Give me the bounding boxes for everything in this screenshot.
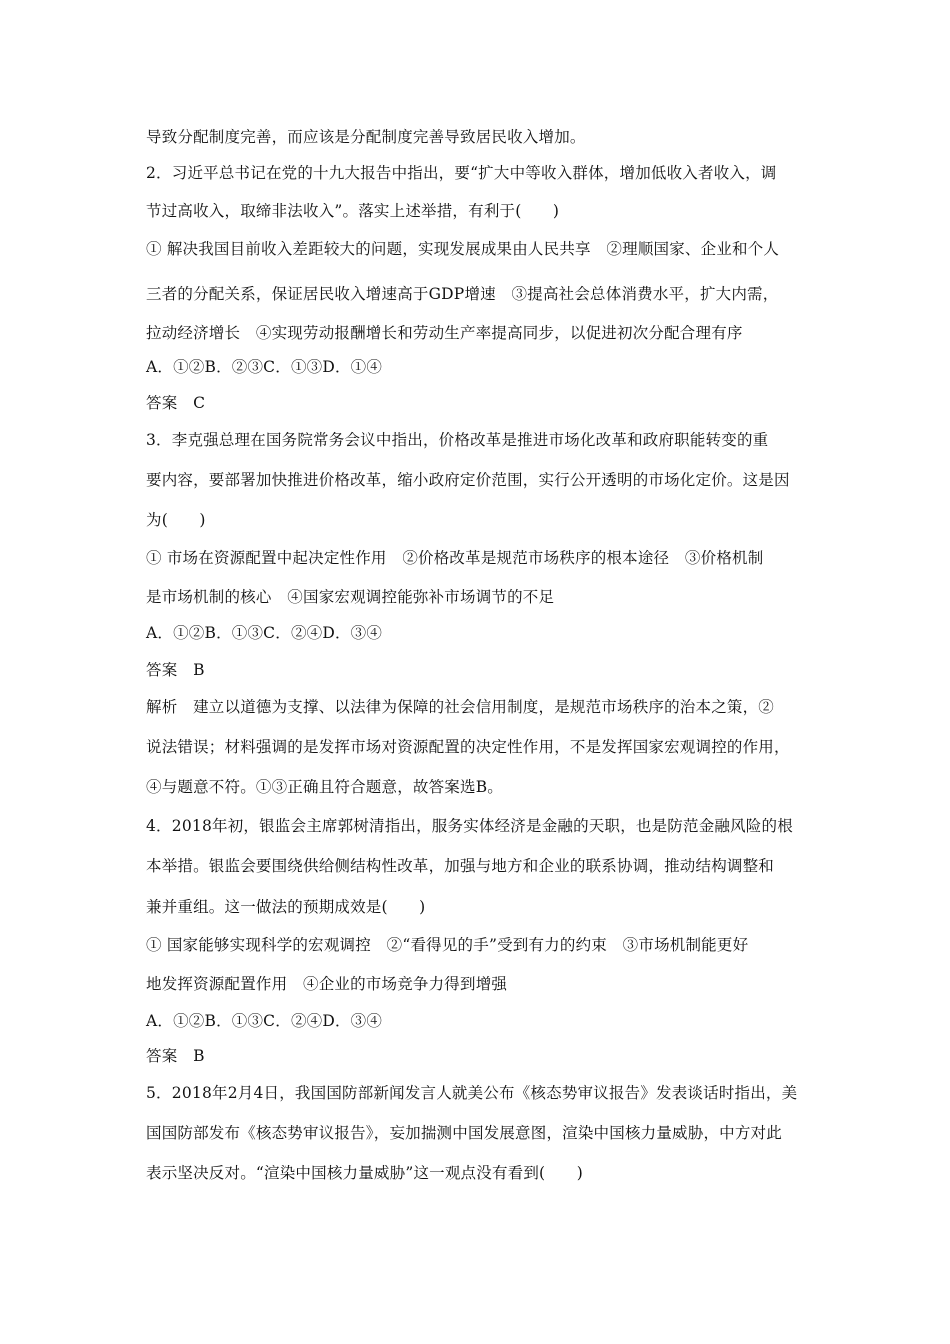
question-4-options: ① 国家能够实现科学的宏观调控 ②“看得见的手”受到有力的约束 ③市场机制能更好: [146, 936, 749, 954]
question-3-stem: 3．李克强总理在国务院常务会议中指出，价格改革是推进市场化改革和政府职能转变的重: [146, 431, 769, 449]
question-2-options: ① 解决我国目前收入差距较大的问题，实现发展成果由人民共享 ②理顺国家、企业和个人: [146, 240, 780, 258]
text-line: 三者的分配关系，保证居民收入增速高于GDP增速 ③提高社会总体消费水平，扩大内需，: [146, 285, 779, 303]
question-5-stem: 5．2018年2月4日，我国国防部新闻发言人就美公布《核态势审议报告》发表谈话时指出，美: [146, 1084, 798, 1102]
question-3-analysis: 解析 建立以道德为支撑、以法律为保障的社会信用制度，是规范市场秩序的治本之策，②: [146, 698, 775, 716]
question-2-answer: 答案 C: [146, 394, 206, 412]
text-line: 地发挥资源配置作用 ④企业的市场竞争力得到增强: [146, 975, 508, 993]
text-line: 兼并重组。这一做法的预期成效是( ): [146, 898, 426, 916]
text-line: 节过高收入，取缔非法收入”。落实上述举措，有利于( ): [146, 202, 560, 220]
text-line: 国国防部发布《核态势审议报告》，妄加揣测中国发展意图，渲染中国核力量威胁，中方对此: [146, 1124, 782, 1142]
question-2-choices: A．①②B．②③C．①③D．①④: [146, 358, 383, 376]
text-line: 说法错误；材料强调的是发挥市场对资源配置的决定性作用，不是发挥国家宏观调控的作用，: [146, 738, 790, 756]
text-line: ④与题意不符。①③正确且符合题意，故答案选B。: [146, 778, 503, 796]
question-4-stem: 4．2018年初，银监会主席郭树清指出，服务实体经济是金融的天职，也是防范金融风险的根: [146, 817, 793, 835]
question-3-choices: A．①②B．①③C．②④D．③④: [146, 624, 383, 642]
text-line: 是市场机制的核心 ④国家宏观调控能弥补市场调节的不足: [146, 588, 555, 606]
text-line: 导致分配制度完善，而应该是分配制度完善导致居民收入增加。: [146, 128, 586, 146]
text-line: 为( ): [146, 511, 206, 529]
question-2-stem: 2．习近平总书记在党的十九大报告中指出，要“扩大中等收入群体，增加低收入者收入，调: [146, 164, 777, 182]
question-3-options: ① 市场在资源配置中起决定性作用 ②价格改革是规范市场秩序的根本途径 ③价格机制: [146, 549, 764, 567]
text-line: 表示坚决反对。“渲染中国核力量威胁”这一观点没有看到( ): [146, 1164, 583, 1182]
question-4-answer: 答案 B: [146, 1047, 205, 1065]
question-4-choices: A．①②B．①③C．②④D．③④: [146, 1012, 383, 1030]
text-line: 本举措。银监会要围绕供给侧结构性改革，加强与地方和企业的联系协调，推动结构调整和: [146, 857, 775, 875]
text-line: 要内容，要部署加快推进价格改革，缩小政府定价范围，实行公开透明的市场化定价。这是因: [146, 471, 790, 489]
text-line: 拉动经济增长 ④实现劳动报酬增长和劳动生产率提高同步，以促进初次分配合理有序: [146, 324, 743, 342]
question-3-answer: 答案 B: [146, 661, 205, 679]
